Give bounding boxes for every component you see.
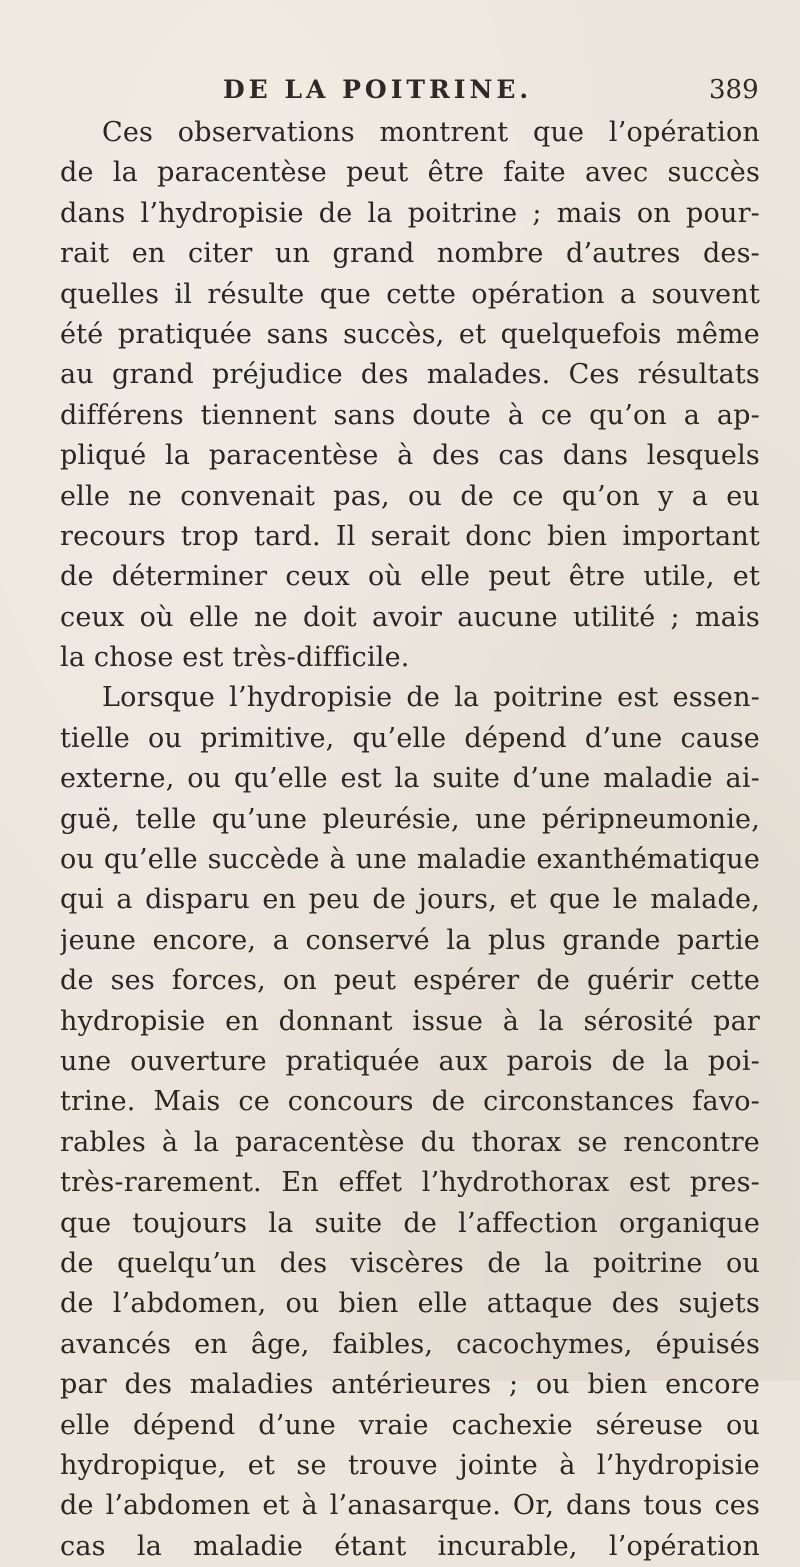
- text-line: pliqué la paracentèse à des cas dans lesquels: [60, 440, 760, 472]
- text-line: trine. Mais ce concours de circonstances favo-: [60, 1086, 760, 1118]
- text-line: de quelqu’un des viscères de la poitrine ou: [60, 1247, 760, 1279]
- page-number: 389: [709, 75, 759, 105]
- text-line: de déterminer ceux où elle peut être utile, et: [60, 561, 760, 593]
- text-line: Ces observations montrent que l’opération: [102, 117, 760, 148]
- text-line: de ses forces, on peut espérer de guérir cette: [60, 965, 760, 997]
- text-line: par des maladies antérieures ; ou bien encore: [60, 1369, 760, 1401]
- text-line: recours trop tard. Il serait donc bien important: [60, 520, 760, 552]
- text-line: Lorsque l’hydropisie de la poitrine est essen-: [102, 682, 760, 714]
- text-line: rait en citer un grand nombre d’autres des-: [60, 238, 760, 270]
- running-head: [0, 75, 800, 111]
- text-line: différens tiennent sans doute à ce qu’on a ap-: [60, 399, 760, 431]
- text-line: hydropique, et se trouve jointe à l’hydropisie: [60, 1449, 760, 1481]
- body-text: [60, 113, 760, 1567]
- text-line: la chose est très-difficile.: [60, 642, 410, 674]
- text-line: cas la maladie étant incurable, l’opération: [60, 1530, 760, 1562]
- text-line: rables à la paracentèse du thorax se rencontre: [60, 1126, 760, 1158]
- text-line: au grand préjudice des malades. Ces résultats: [60, 359, 760, 391]
- text-line: avancés en âge, faibles, cacochymes, épuisés: [60, 1328, 760, 1360]
- text-line: une ouverture pratiquée aux parois de la poi-: [60, 1045, 760, 1077]
- text-line: de la paracentèse peut être faite avec succès: [60, 157, 760, 189]
- text-line: quelles il résulte que cette opération a souvent: [60, 278, 760, 310]
- text-line: très-rarement. En effet l’hydrothorax est pres-: [60, 1167, 760, 1199]
- text-line: elle ne convenait pas, ou de ce qu’on y a eu: [60, 480, 760, 512]
- text-line: qui a disparu en peu de jours, et que le malade,: [60, 884, 760, 916]
- text-line: elle dépend d’une vraie cachexie séreuse ou: [60, 1409, 760, 1441]
- text-line: externe, ou qu’elle est la suite d’une maladie ai-: [60, 763, 760, 795]
- text-line: tielle ou primitive, qu’elle dépend d’une cause: [60, 722, 760, 754]
- running-title: DE LA POITRINE.: [223, 75, 533, 104]
- text-line: hydropisie en donnant issue à la sérosité par: [60, 1005, 760, 1037]
- text-line: jeune encore, a conservé la plus grande partie: [60, 924, 760, 956]
- text-line: de l’abdomen et à l’anasarque. Or, dans tous ces: [60, 1490, 760, 1522]
- text-line: ceux où elle ne doit avoir aucune utilité ; mais: [60, 601, 760, 633]
- text-line: guë, telle qu’une pleurésie, une péripneumonie,: [60, 803, 760, 835]
- text-line: été pratiquée sans succès, et quelquefois même: [60, 318, 760, 350]
- text-line: que toujours la suite de l’affection organique: [60, 1207, 760, 1239]
- text-line: de l’abdomen, ou bien elle attaque des sujets: [60, 1288, 760, 1320]
- text-line: ou qu’elle succède à une maladie exanthématique: [60, 844, 760, 876]
- text-line: dans l’hydropisie de la poitrine ; mais on pour-: [60, 197, 760, 229]
